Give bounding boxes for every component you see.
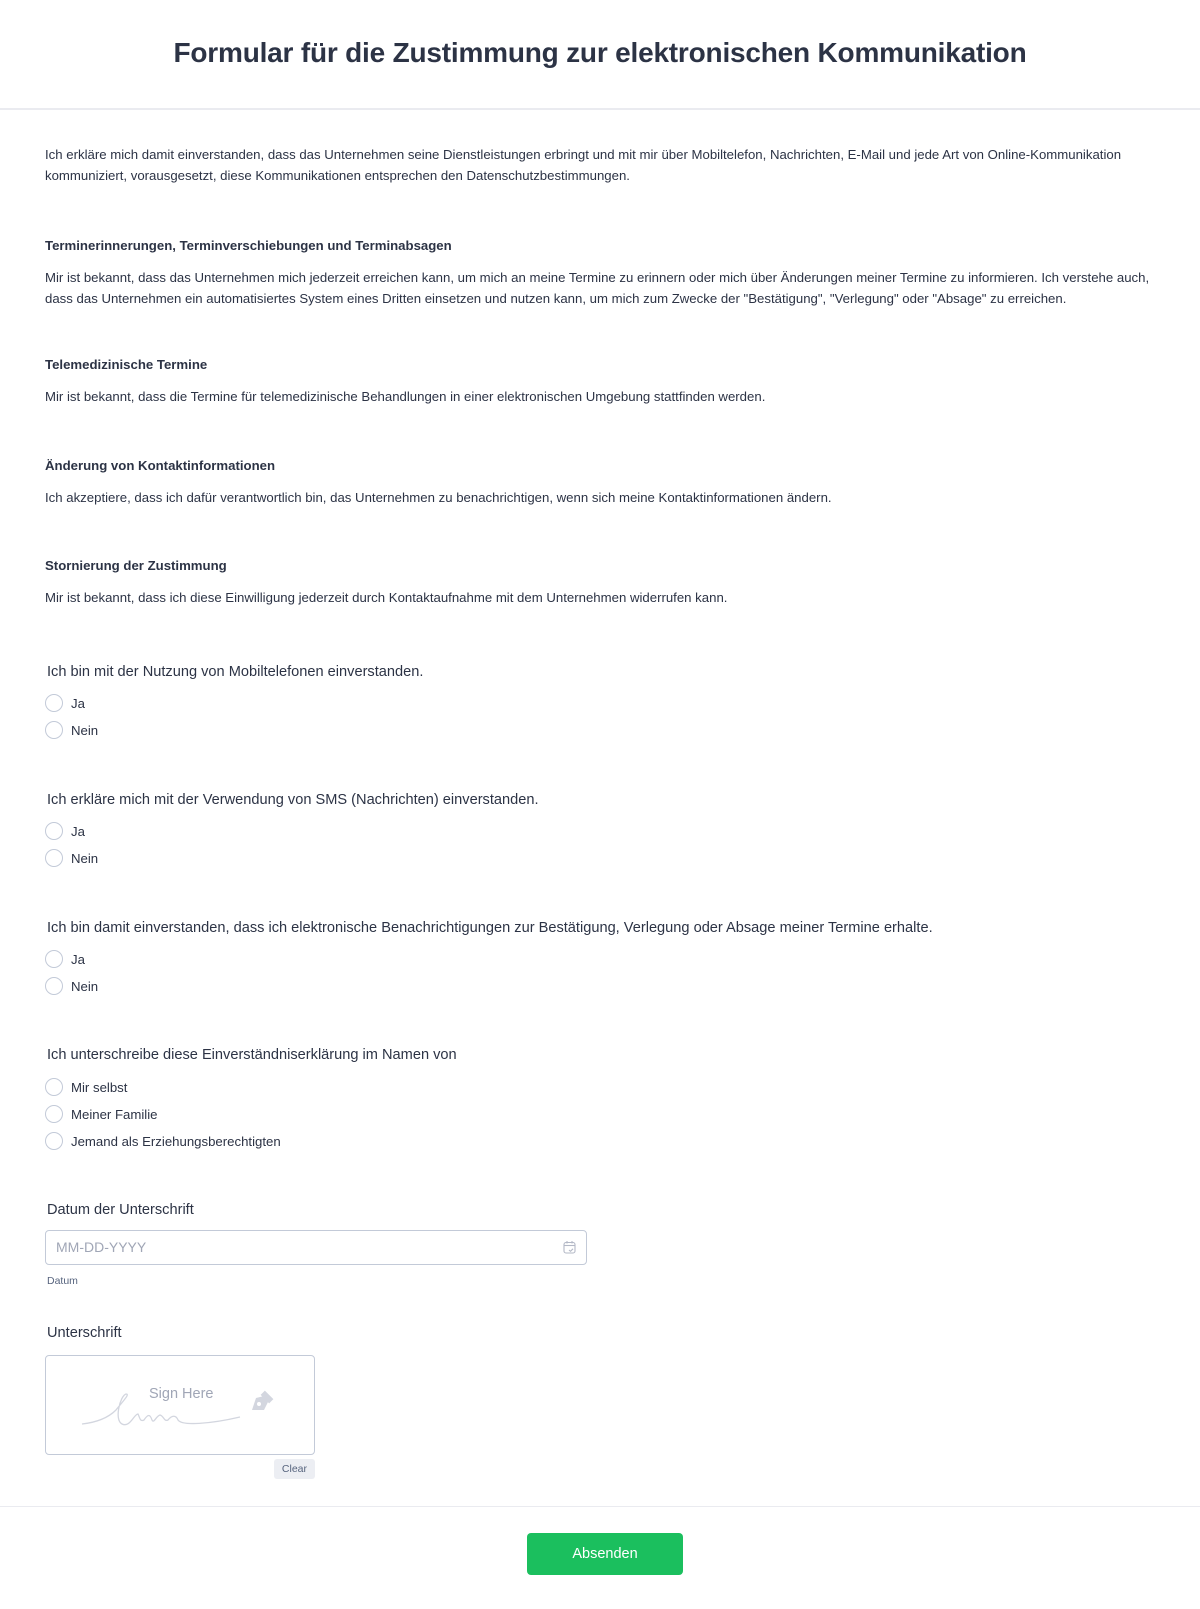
section-text: Mir ist bekannt, dass die Termine für telemedizinische Behandlungen in einer elektronischen Umgebung stattfinden werden.: [45, 389, 766, 404]
date-input[interactable]: [56, 1239, 536, 1255]
radio-option-ja[interactable]: [45, 946, 1155, 973]
question-signing-on-behalf: [45, 1045, 1155, 1155]
option-label: Meiner Familie: [71, 1106, 158, 1122]
section-text: Mir ist bekannt, dass das Unternehmen mich jederzeit erreichen kann, um mich an meine Termine zu erinnern oder mich über Änderungen meiner Termine zu informieren. Ich verstehe auch, dass das Unternehmen ein automatisiertes System eines Dritten einsetzen und nutzen kann, um mich zum Zwecke der "Bestätigung", "Verlegung" oder "Absage" zu erreichen.: [45, 270, 1150, 306]
section-title: Stornierung der Zustimmung: [45, 558, 227, 573]
option-label: Nein: [71, 722, 99, 738]
question-label: Ich bin damit einverstanden, dass ich elektronische Benachrichtigungen zur Bestätigung, Verlegung oder Absage meiner Termine erhalte.: [47, 919, 933, 936]
date-field-group: [45, 1200, 1155, 1287]
question-label: Ich erkläre mich mit der Verwendung von SMS (Nachrichten) einverstanden.: [47, 791, 539, 808]
intro-text: Ich erkläre mich damit einverstanden, dass das Unternehmen seine Dienstleistungen erbringt und mit mir über Mobiltelefon, Nachrichten, E-Mail und jede Art von Online-Kommunikation kommuniziert, vorausgesetzt, diese Kommunikationen entsprechen den Datenschutzbestimmungen.: [45, 147, 1122, 183]
page-title: Formular für die Zustimmung zur elektronischen Kommunikation: [173, 36, 1027, 68]
signature-pad[interactable]: [45, 1355, 315, 1455]
radio-option-ja[interactable]: [45, 818, 1155, 845]
option-label: Ja: [71, 823, 85, 839]
radio-group: [45, 946, 1155, 1000]
pen-nib-icon: [246, 1388, 276, 1416]
section-title: Telemedizinische Termine: [45, 357, 208, 372]
radio-option-nein[interactable]: [45, 845, 1155, 872]
radio-button[interactable]: [45, 950, 63, 968]
signature-field-group: [45, 1323, 1155, 1479]
radio-button[interactable]: [45, 694, 63, 712]
radio-option-guardian[interactable]: [45, 1128, 1155, 1155]
radio-option-nein[interactable]: [45, 717, 1155, 744]
question-sms: [45, 790, 1155, 872]
calendar-icon[interactable]: [563, 1240, 576, 1254]
section-appointments: [45, 236, 1155, 309]
radio-option-family[interactable]: [45, 1101, 1155, 1128]
radio-button[interactable]: [45, 1105, 63, 1123]
section-title: Änderung von Kontaktinformationen: [45, 457, 276, 473]
section-telemedicine: [45, 355, 1155, 408]
option-label: Jemand als Erziehungsberechtigten: [71, 1133, 281, 1149]
option-label: Nein: [71, 850, 99, 866]
option-label: Ja: [71, 951, 85, 967]
section-contact-change: [45, 456, 1155, 509]
date-field-label: Datum der Unterschrift: [47, 1201, 194, 1218]
date-sublabel: Datum: [47, 1274, 78, 1287]
submit-button[interactable]: Absenden: [527, 1533, 683, 1575]
radio-group: [45, 818, 1155, 872]
radio-option-myself[interactable]: [45, 1074, 1155, 1101]
form-content: [0, 145, 1200, 1479]
section-text: Mir ist bekannt, dass ich diese Einwilligung jederzeit durch Kontaktaufnahme mit dem Unternehmen widerrufen kann.: [45, 590, 728, 605]
radio-button[interactable]: [45, 721, 63, 739]
radio-group: [45, 690, 1155, 744]
option-label: Mir selbst: [71, 1079, 128, 1095]
radio-button[interactable]: [45, 849, 63, 867]
radio-button[interactable]: [45, 977, 63, 995]
date-field[interactable]: [45, 1230, 587, 1265]
radio-group: [45, 1074, 1155, 1155]
radio-option-ja[interactable]: [45, 690, 1155, 717]
section-cancellation: [45, 556, 1155, 609]
option-label: Ja: [71, 695, 85, 711]
signature-placeholder: Sign Here: [149, 1385, 214, 1402]
radio-button[interactable]: [45, 1132, 63, 1150]
radio-button[interactable]: [45, 1078, 63, 1096]
question-mobile-phone: [45, 662, 1155, 744]
question-label: Ich bin mit der Nutzung von Mobiltelefonen einverstanden.: [47, 663, 424, 680]
radio-button[interactable]: [45, 822, 63, 840]
signature-label: Unterschrift: [47, 1324, 122, 1341]
question-electronic-notifications: [45, 918, 1155, 1000]
question-label: Ich unterschreibe diese Einverständniserklärung im Namen von: [47, 1046, 457, 1063]
option-label: Nein: [71, 978, 99, 994]
clear-row: [45, 1459, 315, 1479]
section-title: Terminerinnerungen, Terminverschiebungen und Terminabsagen: [45, 238, 452, 253]
clear-signature-button[interactable]: Clear: [274, 1459, 315, 1479]
radio-option-nein[interactable]: [45, 973, 1155, 1000]
form-footer: [0, 1506, 1200, 1609]
form-header: [0, 0, 1200, 110]
section-text: Ich akzeptiere, dass ich dafür verantwortlich bin, das Unternehmen zu benachrichtigen, wenn sich meine Kontaktinformationen ändern.: [45, 489, 832, 505]
